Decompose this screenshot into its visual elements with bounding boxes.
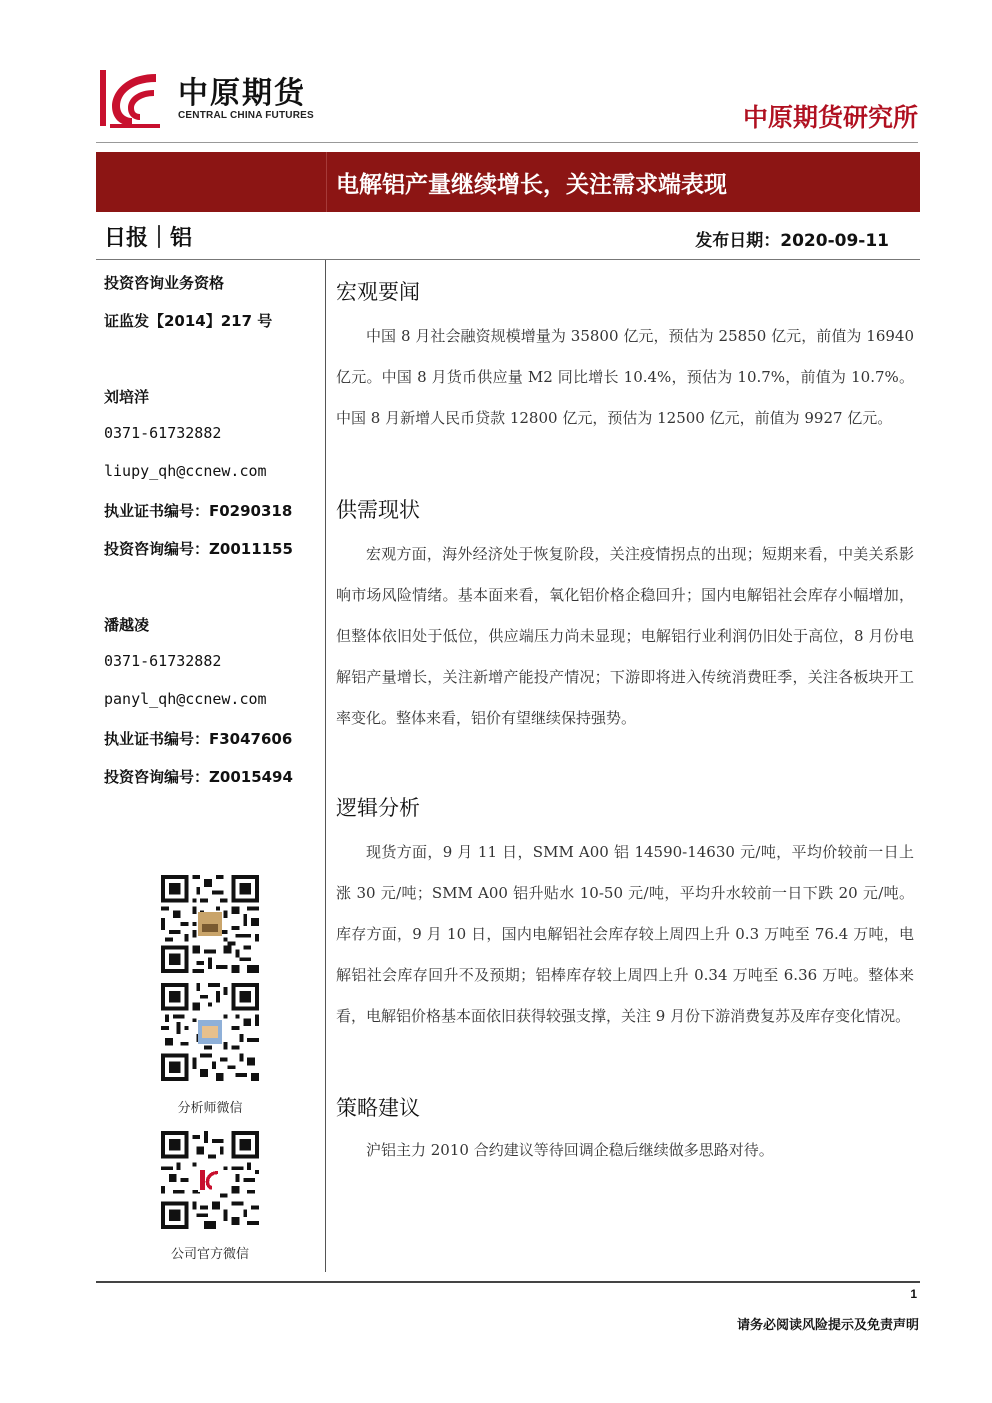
section-heading: 宏观要闻 (336, 280, 420, 304)
company-qr-caption: 公司官方微信 (170, 1247, 249, 1262)
analyst-qr-code-icon (161, 875, 259, 973)
section-heading: 供需现状 (336, 498, 420, 522)
analyst-license: 执业证书编号：F3047606 (104, 730, 293, 748)
analyst-phone: 0371-61732882 (104, 652, 222, 670)
section-body: 现货方面，9 月 11 日，SMM A00 铝 14590-14630 元/吨，平均价较前一日上涨 30 元/吨；SMM A00 铝升贴水 10-50 元/吨，平均升水较前一日下跌 20 元/吨。库存方面，9 月 10 日，国内电解铝社会库存较上周四上升 0.3 万吨至 76.4 万吨，电解铝社会库存回升不及预期；铝棒库存较上周四上升 0.34 万吨至 6.36 万吨。整体来看，电解铝价格基本面依旧获得较强支撑，关注 9 月份下游消费复苏及库存变化情况。 (336, 843, 914, 1025)
section-body: 沪铝主力 2010 合约建议等待回调企稳后继续做多思路对待。 (366, 1141, 774, 1159)
qualification-number: 证监发【2014】217 号 (104, 312, 273, 330)
column-divider (325, 260, 326, 1272)
analyst-email[interactable]: panyl_qh@ccnew.com (104, 690, 267, 708)
institute-name: 中原期货研究所 (742, 103, 918, 132)
company-qr-code-icon (161, 1131, 259, 1229)
title-band (96, 152, 920, 212)
publish-date: 发布日期：2020-09-11 (695, 231, 889, 251)
section-heading: 策略建议 (336, 1096, 420, 1120)
qualification-title: 投资咨询业务资格 (104, 274, 225, 292)
report-type: 日报｜铝 (104, 226, 193, 251)
company-logo-icon (96, 62, 168, 134)
analyst-email[interactable]: liupy_qh@ccnew.com (104, 462, 267, 480)
section-body: 宏观方面，海外经济处于恢复阶段，关注疫情拐点的出现；短期来看，中美关系影响市场风险情绪。基本面来看，氧化铝价格企稳回升；国内电解铝社会库存小幅增加，但整体依旧处于低位，供应端压力尚未显现；电解铝行业利润仍旧处于高位，8 月份电解铝产量增长，关注新增产能投产情况；下游即将进入传统消费旺季，关注各板块开工率变化。整体来看，铝价有望继续保持强势。 (336, 545, 914, 727)
report-title: 电解铝产量继续增长，关注需求端表现 (336, 172, 727, 198)
analyst-consult-number: 投资咨询编号：Z0011155 (104, 540, 293, 558)
analyst-qr-code-icon (161, 983, 259, 1081)
analyst-name: 潘越凌 (104, 616, 150, 634)
section-heading: 逻辑分析 (336, 796, 420, 820)
section-body: 中国 8 月社会融资规模增量为 35800 亿元，预估为 25850 亿元，前值为 16940 亿元。中国 8 月货币供应量 M2 同比增长 10.4%，预估为 10.7%，前值为 10.7%。中国 8 月新增人民币贷款 12800 亿元，预估为 12500 亿元，前值为 9927 亿元。 (336, 327, 914, 427)
logo-chinese-name: 中原期货 (178, 76, 306, 111)
analyst-qr-caption: 分析师微信 (177, 1101, 243, 1116)
analyst-phone: 0371-61732882 (104, 424, 222, 442)
footer-divider (96, 1281, 920, 1283)
logo-english-name: CENTRAL CHINA FUTURES (178, 110, 314, 121)
subheader-divider (96, 259, 920, 260)
title-band-split (326, 152, 327, 212)
header-divider (96, 142, 918, 143)
analyst-name: 刘培洋 (104, 388, 150, 406)
page-number: 1 (910, 1287, 917, 1301)
disclaimer-note: 请务必阅读风险提示及免责声明 (736, 1318, 919, 1333)
analyst-consult-number: 投资咨询编号：Z0015494 (104, 768, 293, 786)
analyst-license: 执业证书编号：F0290318 (104, 502, 293, 520)
